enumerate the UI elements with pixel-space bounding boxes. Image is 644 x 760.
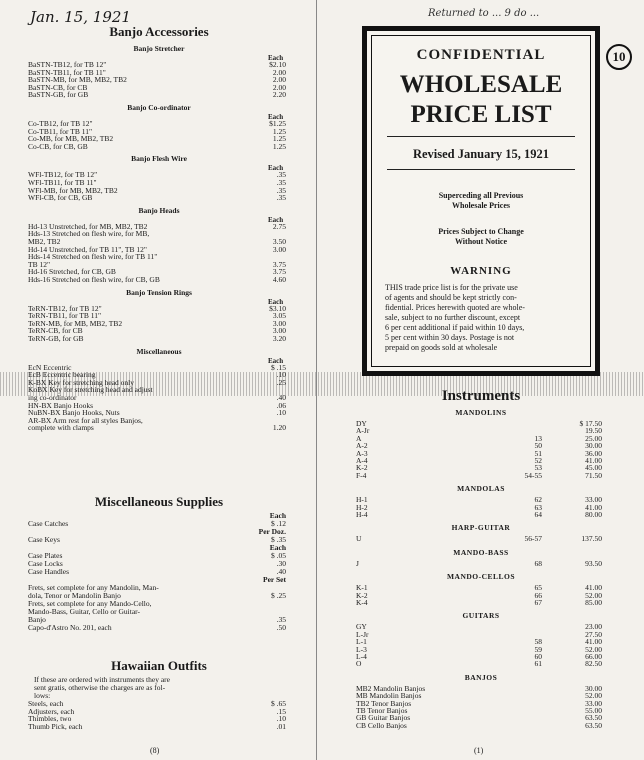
item-description: TeRN-TB11, for TB 11" — [28, 311, 102, 321]
page-number-right: (1) — [474, 746, 484, 755]
page-ref: 54-55 — [524, 470, 542, 480]
model-price: 137.50 — [581, 534, 602, 544]
group-title-flesh_wire: Banjo Flesh Wire — [131, 154, 187, 164]
each-header: Each — [268, 54, 284, 62]
model-price: 52.00 — [585, 691, 602, 701]
warning-line: sale, subject to no further discount, except — [385, 313, 521, 322]
model-name: F-4 — [356, 470, 367, 480]
page-ref: 53 — [534, 463, 542, 473]
model-price: $ 17.50 — [579, 419, 602, 428]
warning-line: 5 per cent within 30 days. Postage is not — [385, 333, 515, 342]
item-price: .30 — [276, 559, 286, 568]
model-name: K-1 — [356, 583, 368, 593]
page-ref: 51 — [534, 448, 542, 458]
item-description: Hd-16 Stretched, for CB, GB — [28, 267, 116, 277]
item-price: $2.10 — [269, 60, 286, 69]
page-ref: 67 — [534, 598, 542, 607]
item-description: KoBX Key for stretching head and adjust — [28, 385, 153, 395]
item-description: Case Catches — [28, 519, 69, 528]
item-price: 3.00 — [272, 244, 286, 254]
box-rule-mid — [387, 169, 575, 170]
model-name: K-4 — [356, 598, 368, 607]
item-price: 2.00 — [272, 82, 286, 92]
model-price: 55.00 — [585, 706, 602, 715]
model-name: L-1 — [356, 637, 367, 647]
item-description: WFl-TB11, for TB 11" — [28, 178, 97, 187]
item-price: 3.05 — [272, 311, 286, 321]
item-description: Co-CB, for CB, GB — [28, 141, 88, 151]
item-price: .35 — [276, 178, 286, 187]
misc-supplies-title: Miscellaneous Supplies — [94, 494, 224, 509]
item-description: Case Plates — [28, 551, 63, 560]
box-superseding-1: Superceding all Previous — [438, 191, 524, 200]
item-price: $1.25 — [269, 119, 286, 128]
item-description: EcN Eccentric — [28, 362, 72, 372]
handwritten-date: Jan. 15, 1921 — [30, 8, 131, 26]
model-price: 66.00 — [585, 652, 602, 661]
price-list-box — [362, 26, 600, 376]
item-price: .10 — [276, 370, 286, 380]
model-name: DY — [356, 419, 367, 428]
item-description: BaSTN-GB, for GB — [28, 90, 89, 100]
item-price: $ .65 — [271, 699, 286, 708]
section-title: HARP-GUITAR — [451, 523, 511, 533]
item-price: 3.20 — [272, 334, 286, 343]
model-name: L-4 — [356, 652, 367, 661]
page-ref: 66 — [534, 590, 542, 600]
item-description: HN-BX Banjo Hooks — [28, 400, 93, 410]
page-ref: 13 — [534, 433, 542, 443]
model-price: 25.00 — [585, 433, 602, 443]
model-name: H-4 — [356, 510, 368, 519]
item-price: 2.75 — [272, 221, 286, 231]
item-price: 2.00 — [272, 67, 286, 77]
model-price: 82.50 — [585, 659, 602, 669]
item-description: TeRN-GB, for GB — [28, 334, 84, 343]
item-description: Adjusters, each — [28, 706, 75, 716]
page-ref: 63 — [534, 502, 542, 512]
page-ref: 68 — [534, 558, 542, 568]
item-description: Co-TB12, for TB 12" — [28, 119, 93, 128]
section-title: MANDO-CELLOS — [446, 572, 516, 582]
page-ref: 65 — [534, 583, 542, 593]
banjo-accessories-title: Banjo Accessories — [109, 24, 209, 39]
each-header: Each — [268, 356, 284, 365]
model-price: 33.00 — [585, 698, 602, 708]
model-price: 41.00 — [585, 583, 602, 593]
model-name: K-2 — [356, 590, 368, 600]
warning-line: of agents and should be kept strictly con- — [385, 293, 517, 302]
item-price: 4.60 — [272, 275, 286, 284]
box-superseding-2: Wholesale Prices — [452, 201, 510, 210]
model-name: K-2 — [356, 463, 368, 473]
warning-line: THIS trade price list is for the private use — [385, 283, 518, 292]
circled-page-number: 10 — [606, 44, 632, 70]
group-title-misc: Miscellaneous — [136, 346, 182, 356]
item-description: Hds-16 Stretched on flesh wire, for CB, GB — [28, 275, 160, 284]
model-price: 30.00 — [585, 683, 602, 693]
item-price: .10 — [276, 714, 286, 723]
item-description: TeRN-MB, for MB, MB2, TB2 — [28, 318, 123, 328]
item-price: $3.10 — [269, 303, 286, 313]
group-title-heads: Banjo Heads — [138, 205, 180, 215]
item-price: .01 — [276, 721, 286, 731]
page-ref: 56-57 — [524, 534, 542, 544]
item-description: MB2, TB2 — [28, 237, 61, 246]
item-description: BaSTN-CB, for CB — [28, 82, 88, 92]
item-description: EcB Eccentric bearing — [28, 370, 96, 380]
item-price: 1.25 — [272, 141, 286, 151]
model-price: 27.50 — [585, 629, 602, 639]
page-ref: 52 — [534, 456, 542, 465]
item-price: .15 — [276, 706, 286, 716]
page-number-left: (8) — [150, 746, 160, 755]
item-price: .40 — [276, 393, 286, 402]
box-warning-title: WARNING — [450, 265, 512, 277]
model-price: 80.00 — [585, 510, 602, 519]
box-title-price-list: PRICE LIST — [410, 101, 552, 128]
section-title: GUITARS — [462, 611, 500, 621]
item-description: complete with clamps — [28, 423, 94, 433]
model-price: 85.00 — [585, 598, 602, 607]
model-price: 52.00 — [585, 590, 602, 600]
model-name: MB2 Mandolin Banjos — [356, 683, 426, 693]
item-price: .25 — [276, 377, 286, 387]
item-price: $ .05 — [271, 551, 286, 560]
item-price: $ .15 — [271, 362, 286, 372]
item-price: $ .35 — [271, 535, 286, 544]
item-description: Case Locks — [28, 559, 63, 568]
box-subject-1: Prices Subject to Change — [438, 227, 524, 236]
section-title: MANDOLAS — [457, 484, 505, 494]
item-description: Hd-14 Unstretched, for TB 11", TB 12" — [28, 244, 147, 254]
item-description: Hd-13 Unstretched, for MB, MB2, TB2 — [28, 221, 148, 231]
model-price: 23.00 — [585, 622, 602, 632]
unit-label: Each — [269, 543, 286, 552]
item-description: TeRN-TB12, for TB 12" — [28, 303, 102, 313]
item-description: Hds-14 Stretched on flesh wire, for TB 11" — [28, 252, 158, 262]
item-description: Co-MB, for MB, MB2, TB2 — [28, 134, 114, 144]
item-price: 3.50 — [272, 237, 286, 246]
handwritten-note: Returned to ... 9 do ... — [428, 8, 540, 19]
item-description: Thumb Pick, each — [28, 721, 83, 731]
item-description: Case Keys — [28, 535, 60, 544]
each-header: Each — [268, 113, 284, 121]
item-price: .50 — [276, 623, 286, 632]
item-price: .35 — [276, 193, 286, 203]
model-price: 93.50 — [585, 558, 602, 568]
item-price: 3.75 — [272, 267, 286, 277]
model-name: L-3 — [356, 644, 367, 654]
page-ref: 50 — [534, 441, 542, 451]
model-price: 30.00 — [585, 441, 602, 451]
hawaiian-outfits-title: Hawaiian Outfits — [111, 658, 207, 673]
item-price: .35 — [276, 615, 286, 624]
item-price: 1.20 — [272, 423, 286, 433]
item-description: Mando-Bass, Guitar, Cello or Guitar- — [28, 607, 141, 616]
box-title-wholesale: WHOLESALE — [399, 71, 563, 98]
item-description: ing co-ordinator — [28, 393, 77, 402]
box-revised-date: Revised January 15, 1921 — [412, 147, 550, 161]
model-price: 71.50 — [585, 470, 602, 480]
model-price: 41.00 — [585, 637, 602, 647]
item-price: 1.25 — [272, 134, 286, 144]
hawaiian-intro: lows: — [34, 691, 51, 700]
item-description: WFl-CB, for CB, GB — [28, 193, 93, 203]
model-name: L-Jr — [356, 629, 369, 639]
unit-label: Per Doz. — [258, 527, 286, 536]
item-price: $ .25 — [271, 591, 286, 600]
item-price: .40 — [276, 567, 286, 576]
item-description: BaSTN-MB, for MB, MB2, TB2 — [28, 75, 127, 85]
item-description: Thimbles, two — [28, 714, 72, 723]
model-name: A-4 — [356, 456, 368, 465]
model-price: 45.00 — [585, 463, 602, 473]
model-name: CB Cello Banjos — [356, 720, 407, 730]
item-price: 3.00 — [272, 326, 286, 336]
box-title-confidential: CONFIDENTIAL — [416, 47, 546, 63]
warning-line: prepaid on goods sold at wholesale — [385, 343, 498, 352]
model-name: A-2 — [356, 441, 368, 451]
section-title: MANDOLINS — [455, 408, 507, 417]
model-name: H-2 — [356, 502, 368, 512]
item-description: BaSTN-TB12, for TB 12" — [28, 60, 107, 69]
item-description: Hds-13 Stretched on flesh wire, for MB, — [28, 229, 150, 239]
model-price: 41.00 — [585, 502, 602, 512]
each-header: Each — [268, 297, 284, 306]
box-rule-top — [387, 136, 575, 137]
model-price: 19.50 — [585, 426, 602, 436]
group-title-tension_rings: Banjo Tension Rings — [126, 287, 192, 297]
page-ref: 59 — [534, 644, 542, 654]
item-price: 2.00 — [272, 75, 286, 85]
model-name: TB Tenor Banjos — [356, 706, 408, 715]
model-price: 36.00 — [585, 448, 602, 458]
model-name: O — [356, 659, 362, 669]
model-name: GB Guitar Banjos — [356, 713, 411, 723]
item-description: Steels, each — [28, 699, 64, 708]
section-title: BANJOS — [464, 672, 498, 682]
item-description: Capo-d'Astro No. 201, each — [28, 623, 112, 632]
item-description: Case Handles — [28, 567, 70, 576]
model-name: GY — [356, 622, 367, 632]
item-price: 2.20 — [272, 90, 286, 100]
item-description: K-BX Key for stretching head only — [28, 377, 135, 387]
each-header: Each — [268, 215, 284, 224]
model-name: MB Mandolin Banjos — [356, 691, 422, 701]
item-price: 3.75 — [272, 259, 286, 269]
page-ref: 62 — [534, 495, 542, 505]
warning-line: 6 per cent additional if paid within 10 days, — [385, 323, 525, 332]
model-price: 33.00 — [585, 495, 602, 505]
model-price: 63.50 — [585, 713, 602, 723]
page-ref: 61 — [534, 659, 542, 669]
item-description: AR-BX Arm rest for all styles Banjos, — [28, 415, 143, 425]
item-price: $ .12 — [271, 519, 286, 528]
model-price: 41.00 — [585, 456, 602, 465]
item-description: Frets, set complete for any Mandolin, Man- — [28, 583, 159, 592]
box-subject-2: Without Notice — [454, 237, 508, 246]
warning-line: fidential. Prices herewith quoted are whole- — [385, 303, 525, 312]
item-price: .35 — [276, 170, 286, 180]
model-name: TB2 Tenor Banjos — [356, 698, 412, 708]
hawaiian-intro: If these are ordered with instruments they are — [34, 675, 170, 684]
group-title-stretcher: Banjo Stretcher — [133, 44, 185, 53]
item-price: .06 — [276, 400, 286, 410]
left-page — [0, 0, 318, 760]
page-ref: 60 — [534, 652, 542, 661]
model-name: H-1 — [356, 495, 368, 505]
item-price: 1.25 — [272, 126, 286, 136]
item-description: Banjo — [28, 615, 46, 624]
model-price: 52.00 — [585, 644, 602, 654]
item-price: .10 — [276, 408, 286, 418]
item-description: TeRN-CB, for CB — [28, 326, 83, 336]
model-name: A-3 — [356, 448, 368, 458]
unit-label: Each — [269, 511, 286, 520]
page-ref: 58 — [534, 637, 542, 647]
model-name: A-Jr — [356, 426, 370, 436]
item-price: .35 — [276, 185, 286, 195]
item-description: BaSTN-TB11, for TB 11" — [28, 67, 106, 77]
hawaiian-intro: sent gratis, otherwise the charges are as fol- — [34, 683, 166, 692]
each-header: Each — [268, 164, 284, 173]
item-description: Frets, set complete for any Mando-Cello, — [28, 599, 152, 608]
item-description: TB 12" — [28, 259, 51, 269]
item-description: Co-TB11, for TB 11" — [28, 126, 93, 136]
model-name: U — [356, 534, 362, 544]
page-ref: 64 — [534, 510, 542, 519]
model-name: A — [356, 433, 362, 443]
unit-label: Per Set — [263, 575, 286, 584]
group-title-coordinator: Banjo Co-ordinator — [127, 103, 191, 112]
item-description: dola, Tenor or Mandolin Banjo — [28, 591, 121, 600]
instruments-title: Instruments — [441, 388, 521, 404]
model-name: J — [356, 558, 359, 568]
model-price: 63.50 — [585, 720, 602, 730]
item-price: 3.00 — [272, 318, 286, 328]
item-description: WFl-TB12, for TB 12" — [28, 170, 98, 180]
section-title: MANDO-BASS — [453, 547, 509, 557]
item-description: NuBN-BX Banjo Hooks, Nuts — [28, 408, 120, 418]
item-description: WFl-MB, for MB, MB2, TB2 — [28, 185, 118, 195]
